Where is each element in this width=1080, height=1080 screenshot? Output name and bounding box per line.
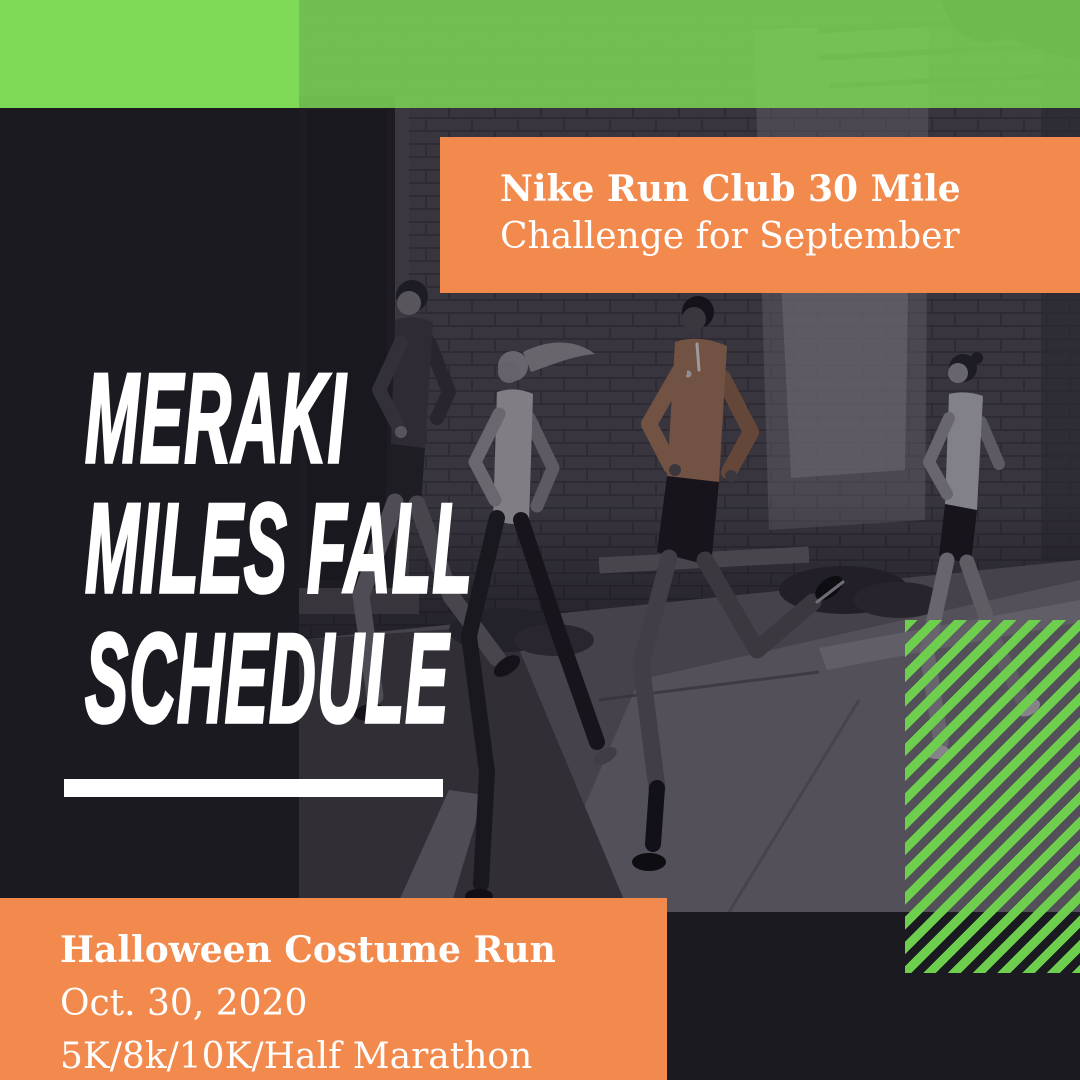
bottom-banner-line3: 5K/8k/10K/Half Marathon — [60, 1036, 533, 1077]
bottom-banner-line1: Halloween Costume Run — [60, 929, 556, 971]
title-line2: MILES FALL — [85, 477, 474, 619]
green-block-topleft — [0, 0, 299, 108]
poster-title — [85, 347, 846, 749]
green-overlay-top — [299, 0, 1080, 108]
top-banner-line1: Nike Run Club 30 Mile — [500, 168, 961, 210]
top-banner-line2: Challenge for September — [500, 216, 960, 257]
top-banner — [440, 137, 1080, 293]
bottom-banner — [0, 898, 667, 1080]
title-underline — [64, 779, 443, 797]
title-line3: SCHEDULE — [85, 607, 450, 749]
green-striped-square — [905, 620, 1080, 973]
title-line1: MERAKI — [85, 347, 347, 489]
bottom-banner-line2: Oct. 30, 2020 — [60, 983, 308, 1024]
